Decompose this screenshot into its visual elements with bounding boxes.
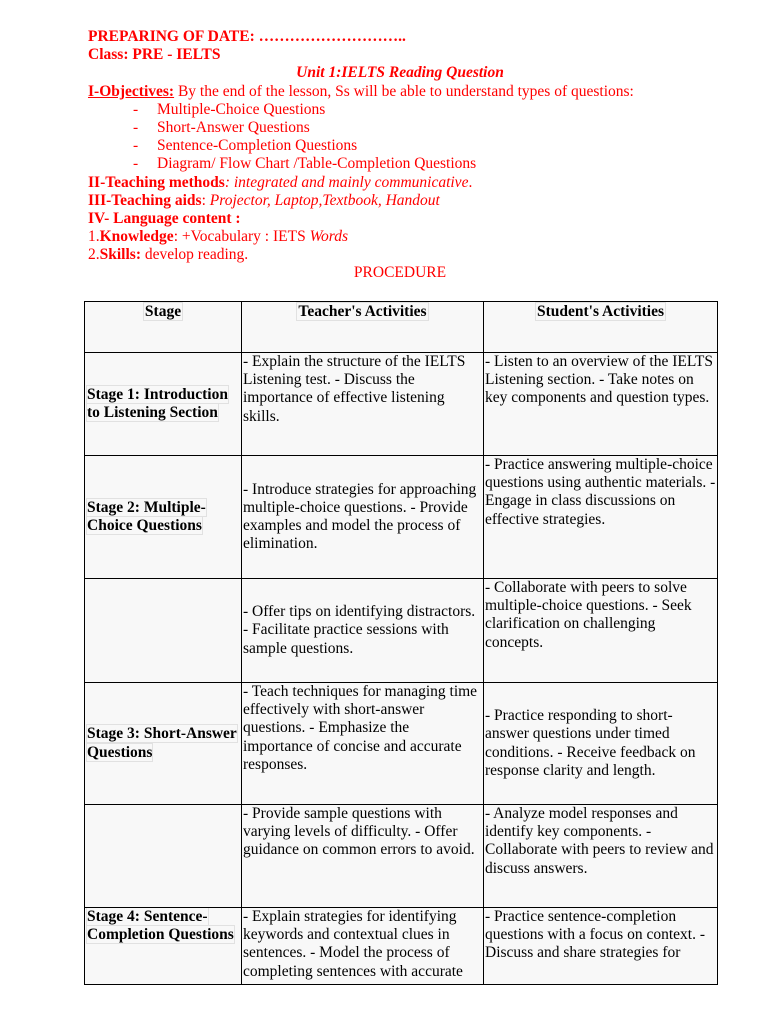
student-activities-cell: - Analyze model responses and identify key components. - Collaborate with peers to review and discuss answers. xyxy=(484,805,718,908)
question-type-item: - Multiple-Choice Questions xyxy=(133,100,326,118)
student-activities-cell: - Practice responding to short-answer questions under timed conditions. - Receive feedback on response clarity and length. xyxy=(484,683,718,805)
knowledge-label: Knowledge xyxy=(99,228,174,246)
stage-cell: Stage 3: Short-Answer Questions xyxy=(85,683,242,805)
student-activities-cell: - Practice answering multiple-choice questions using authentic materials. - Engage in class discussions on effective strategies. xyxy=(484,456,718,579)
class-line: Class: PRE - IELTS xyxy=(88,46,221,64)
stage-cell: Stage 4: Sentence-Completion Questions xyxy=(85,908,242,985)
procedure-title: PROCEDURE xyxy=(353,264,447,282)
teacher-activities-cell: - Offer tips on identifying distractors. - Facilitate practice sessions with sample questions. xyxy=(242,579,484,683)
question-type-item: - Short-Answer Questions xyxy=(133,118,310,136)
table-row xyxy=(85,353,718,456)
procedure-table xyxy=(84,301,718,985)
stage-cell xyxy=(85,579,242,683)
teaching-aids-text: Projector, Laptop,Textbook, Handout xyxy=(209,191,440,209)
column-header-student: Student's Activities xyxy=(484,302,718,353)
student-activities-cell: - Practice sentence-completion questions with a focus on context. - Discuss and share strategies for xyxy=(484,908,718,985)
student-activities-cell: - Listen to an overview of the IELTS Listening section. - Take notes on key components and question types. xyxy=(484,353,718,456)
stage-cell: Stage 2: Multiple-Choice Questions xyxy=(85,456,242,579)
objectives-text: By the end of the lesson, Ss will be able to understand types of questions: xyxy=(174,82,634,100)
language-content-line: IV- Language content : xyxy=(88,209,241,227)
student-activities-cell: - Collaborate with peers to solve multiple-choice questions. - Seek clarification on challenging concepts. xyxy=(484,579,718,683)
question-type-item: - Sentence-Completion Questions xyxy=(133,137,358,155)
column-header-teacher: Teacher's Activities xyxy=(242,302,484,353)
teaching-aids-line: III-Teaching aids: Projector, Laptop,Textbook, Handout xyxy=(88,191,440,209)
teacher-activities-cell: - Explain the structure of the IELTS Listening test. - Discuss the importance of effective listening skills. xyxy=(242,353,484,456)
knowledge-line: 1.Knowledge: +Vocabulary : IETS Words xyxy=(88,228,349,246)
teacher-activities-cell: - Introduce strategies for approaching multiple-choice questions. - Provide examples and model the process of elimination. xyxy=(242,456,484,579)
skills-label: Skills: xyxy=(99,246,141,264)
teacher-activities-cell: - Teach techniques for managing time effectively with short-answer questions. - Emphasize the importance of concise and accurate responses. xyxy=(242,683,484,805)
teacher-activities-cell: - Explain strategies for identifying keywords and contextual clues in sentences. - Model the process of completing sentences with accurate xyxy=(242,908,484,985)
lesson-plan-header xyxy=(88,28,728,283)
question-type-item: - Diagram/ Flow Chart /Table-Completion Questions xyxy=(133,155,477,173)
table-row xyxy=(85,456,718,579)
teaching-methods-text: : integrated and mainly communicative xyxy=(224,173,469,191)
teacher-activities-cell: - Provide sample questions with varying levels of difficulty. - Offer guidance on common errors to avoid. xyxy=(242,805,484,908)
teaching-aids-label: III-Teaching aids xyxy=(88,191,202,209)
objectives-label: I-Objectives: xyxy=(88,82,175,100)
preparing-date-line: PREPARING OF DATE: ……………………….. xyxy=(88,28,406,45)
unit-title: Unit 1:IELTS Reading Question xyxy=(296,64,504,82)
teaching-methods-label: II-Teaching methods xyxy=(88,173,225,191)
column-header-stage: Stage xyxy=(85,302,242,353)
table-row xyxy=(85,908,718,985)
teaching-methods-line: II-Teaching methods: integrated and mainly communicative. xyxy=(88,173,473,191)
table-row xyxy=(85,579,718,683)
objectives-line xyxy=(88,83,728,101)
table-header-row xyxy=(85,302,718,353)
stage-cell: Stage 1: Introduction to Listening Section xyxy=(85,353,242,456)
table-row xyxy=(85,805,718,908)
stage-cell xyxy=(85,805,242,908)
skills-line: 2.Skills: develop reading. xyxy=(88,246,249,264)
table-row xyxy=(85,683,718,805)
